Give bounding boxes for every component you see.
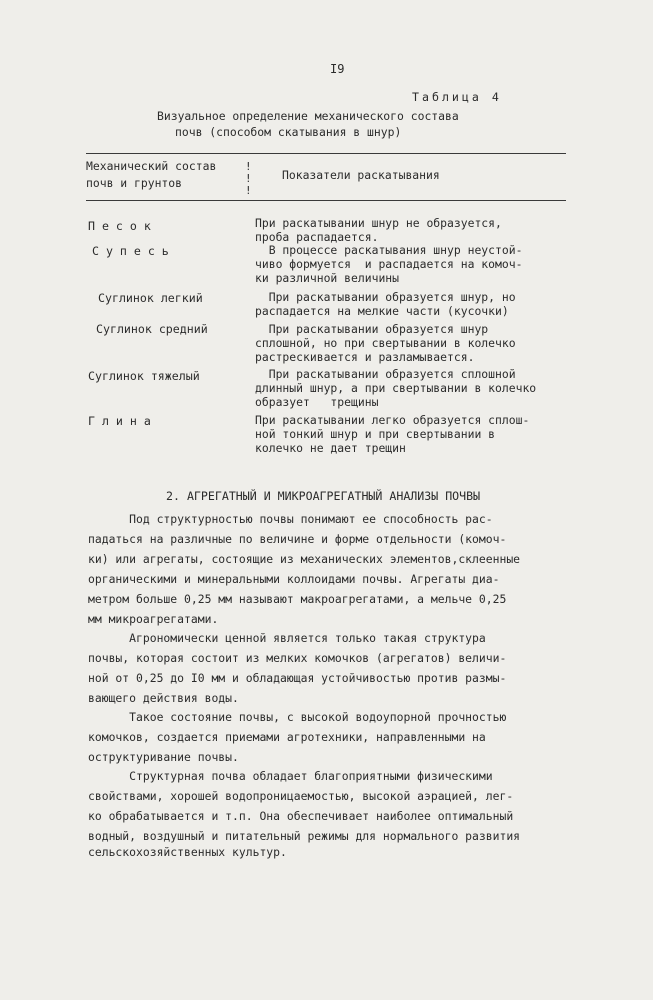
paragraph-line: Под структурностью почвы понимают ее способность рас- [88, 512, 493, 526]
table-row-desc-line: При раскатывании образуется шнур, но [255, 290, 516, 304]
table-top-rule [86, 153, 566, 154]
table-row-desc-line: колечко не дает трещин [255, 441, 406, 455]
paragraph-line: ко обрабатывается и т.п. Она обеспечивает наиболее оптимальный [88, 809, 514, 823]
page-number: I9 [330, 62, 345, 76]
table-header-rule [86, 200, 566, 201]
section-title: 2. АГРЕГАТНЫЙ И МИКРОАГРЕГАТНЫЙ АНАЛИЗЫ ПОЧВЫ [166, 489, 481, 503]
table-row-soil: Г л и н а [88, 414, 151, 428]
paragraph-line: Такое состояние почвы, с высокой водоупорной прочностью [88, 710, 507, 724]
table-row-soil: Суглинок легкий [98, 291, 203, 305]
table-row-desc-line: проба распадается. [255, 230, 379, 244]
table-caption-line-2: почв (способом скатывания в шнур) [175, 125, 402, 139]
table-row-desc-line: сплошной, но при свертывании в колечко [255, 336, 516, 350]
paragraph-line: вающего действия воды. [88, 691, 239, 705]
paragraph-line: органическими и минеральными коллоидами почвы. Агрегаты диа- [88, 572, 500, 586]
table-row-soil: Суглинок средний [96, 322, 208, 336]
table-row-soil: П е с о к [88, 219, 151, 233]
table-row-desc-line: ной тонкий шнур и при свертывании в [255, 427, 496, 441]
table-header-col1-line2: почв и грунтов [86, 176, 183, 190]
table-header-separator: ! [245, 172, 252, 185]
paragraph-line: ки) или агрегаты, состоящие из механических элементов,склеенные [88, 552, 521, 566]
paragraph-line: сельскохозяйственных культур. [88, 845, 287, 859]
table-caption-line-1: Визуальное определение механического состава [157, 109, 459, 123]
paragraph-line: ной от 0,25 до I0 мм и обладающая устойчивостью против размы- [88, 671, 507, 685]
table-row-desc-line: При раскатывании шнур не образуется, [255, 216, 502, 230]
table-row-desc-line: распадается на мелкие части (кусочки) [255, 304, 509, 318]
table-row-desc-line: растрескивается и разламывается. [255, 350, 475, 364]
paragraph-line: мм микроагрегатами. [88, 612, 219, 626]
table-row-desc-line: образует трещины [255, 395, 379, 409]
table-row-soil: С у п е с ь [92, 244, 169, 258]
paragraph-line: Структурная почва обладает благоприятными физическими [88, 769, 493, 783]
paragraph-line: падаться на различные по величине и форме отдельности (комоч- [88, 532, 507, 546]
table-header-col1-line1: Механический состав [86, 159, 217, 173]
paragraph-line: почвы, которая состоит из мелких комочков (агрегатов) величи- [88, 651, 507, 665]
table-row-desc-line: В процессе раскатывания шнур неустой- [255, 243, 523, 257]
table-row-soil: Суглинок тяжелый [88, 369, 200, 383]
table-row-desc-line: При раскатывании образуется шнур [255, 322, 489, 336]
paragraph-line: свойствами, хорошей водопроницаемостью, высокой аэрацией, лег- [88, 789, 514, 803]
paragraph-line: водный, воздушный и питательный режимы для нормального развития [88, 829, 521, 843]
table-row-desc-line: При раскатывании легко образуется сплош- [255, 413, 530, 427]
paragraph-line: метром больше 0,25 мм называют макроагрегатами, а мельче 0,25 [88, 592, 507, 606]
table-header-col2: Показатели раскатывания [282, 168, 440, 182]
table-row-desc-line: ки различной величины [255, 271, 400, 285]
paragraph-line: оструктуривание почвы. [88, 750, 239, 764]
table-row-desc-line: чиво формуется и распадается на комоч- [255, 257, 523, 271]
table-number-label: Таблица 4 [412, 90, 502, 104]
paragraph-line: комочков, создается приемами агротехники, направленными на [88, 730, 486, 744]
table-header-separator: ! [245, 184, 252, 197]
table-row-desc-line: При раскатывании образуется сплошной [255, 367, 516, 381]
table-header-separator: ! [245, 160, 252, 173]
paragraph-line: Агрономически ценной является только такая структура [88, 631, 486, 645]
table-row-desc-line: длинный шнур, а при свертывании в колечко [255, 381, 537, 395]
